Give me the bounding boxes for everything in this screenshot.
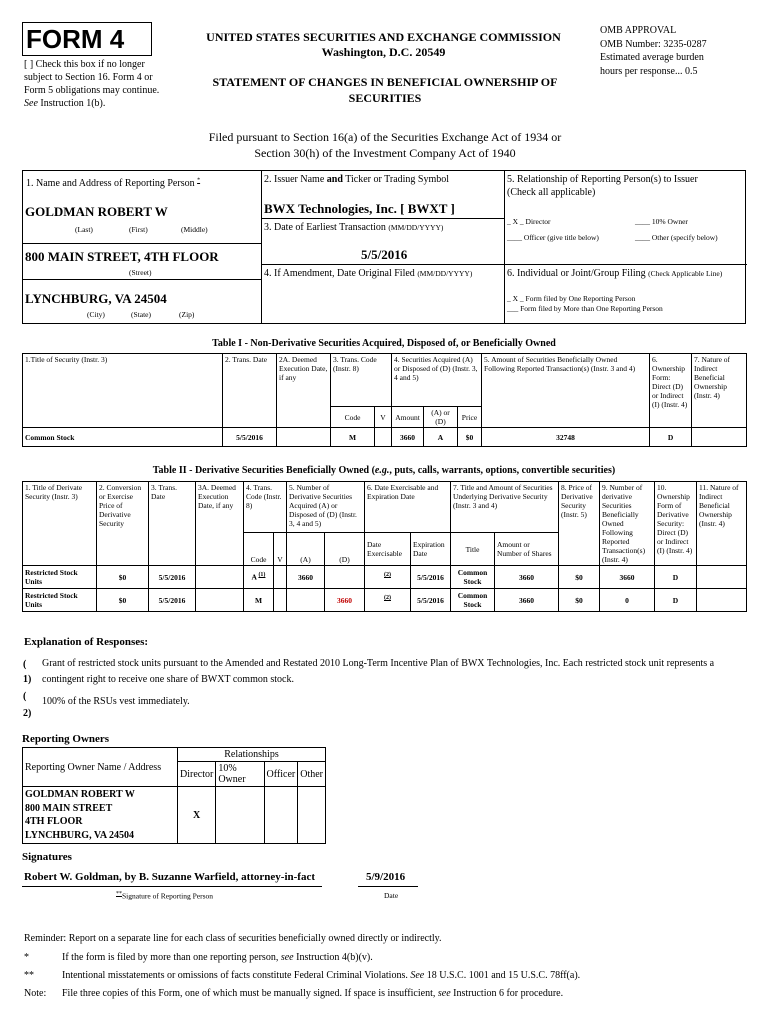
one-person-check: _ X _ Form filed by One Reporting Person xyxy=(507,294,636,303)
box1-label: 1. Name and Address of Reporting Person * xyxy=(26,177,201,189)
reporting-city-state: LYNCHBURG, VA 24504 xyxy=(25,291,167,306)
footnote-2-mark: ( 2) xyxy=(23,691,32,719)
filed-pursuant: Filed pursuant to Section 16(a) of the Securities Exchange Act of 1934 or Section 30(h) of the Investment Company Act of 1940 xyxy=(208,130,562,160)
owners-table: Reporting Owner Name / Address Relationships Director 10% Owner Officer Other GOLDMAN ROBERT W 800 MAIN STREET 4TH FLOOR LYNCHBURG, VA 24504 X xyxy=(22,747,326,844)
box5-label: 5. Relationship of Reporting Person(s) to Issuer (Check all applicable) xyxy=(507,174,698,198)
reporting-street: 800 MAIN STREET, 4TH FLOOR xyxy=(25,249,219,264)
more-person-check: ___ Form filed by More than One Reporting Person xyxy=(507,304,663,313)
box3-label: 3. Date of Earliest Transaction (MM/DD/YYYY) xyxy=(264,222,444,233)
form-title-box xyxy=(22,22,152,56)
box2-label: 2. Issuer Name and Ticker or Trading Symbol xyxy=(264,174,450,185)
omb-number: OMB Number: 3235-0287 xyxy=(600,38,707,50)
reminder-note-3: File three copies of this Form, one of which must be manually signed. If space is insufficient, see Instruction 6 for procedure. xyxy=(62,988,564,999)
footnote-2-text: 100% of the RSUs vest immediately. xyxy=(42,696,190,707)
issuer-name: BWX Technologies, Inc. [ BWXT ] xyxy=(264,201,455,216)
director-check: _ X _ Director xyxy=(507,217,551,226)
signatures-heading: Signatures xyxy=(22,851,72,863)
table1-title: Table I - Non-Derivative Securities Acquired, Disposed of, or Beneficially Owned xyxy=(212,338,556,349)
date-label: Date xyxy=(384,891,399,900)
owners-heading: Reporting Owners xyxy=(22,733,110,745)
omb-box xyxy=(600,24,760,78)
table-row: GOLDMAN ROBERT W 800 MAIN STREET 4TH FLOOR LYNCHBURG, VA 24504 X xyxy=(23,787,326,844)
footnote-1-mark: ( 1) xyxy=(23,659,32,685)
signature-label: **Signature of Reporting Person xyxy=(116,891,214,901)
table2: 1. Title of Derivate Security (Instr. 3) 2. Conversion or Exercise Price of Derivative Security 3. Trans. Date 3A. Deemed Execution Date, if any 4. Trans. Code (Instr. 8) 5. Number of Derivative Securities Acquired (A) or Disposed of (D) (Instr. 3, 4 and 5) 6. Date Exercisable and Expiration Date 7. Title and Amount of Securities Underlying Derivative Security (Instr. 3 and 4) 8. Price of Derivative Security (Instr. 5) 9. Number of derivative Securities Beneficially Owned Following Reported Transaction(s) (Instr. 4) 10. Ownership Form of Derivative Security: Direct (D) or Indirect (I) (Instr. 4) 11. Nature of Indirect Beneficial Ownership (Instr. 4) Code V (A) (D) Date Exercisable Expiration Date Title Amount or Number of Shares Restricted Stock Units $0 5/5/2016 A $^{(1)}$ 3660 $^{(2)}$ 5/5/2016 Common Stock 3660 $0 3660 D Restricted Stock Units $0 5/5/2016 M 3660 $^{(2)}$ 5/5/2016 Common Stock 3660 $0 0 D xyxy=(22,481,747,612)
table-row: Common Stock 5/5/2016 M 3660 A $0 32748 D xyxy=(23,428,747,447)
check-box-note: [ ] Check this box if no longer subject to Section 16. Form 4 or Form 5 obligations may continue. See Instruction 1(b). xyxy=(24,59,160,109)
officer-check: ____ Officer (give title below) xyxy=(507,233,599,242)
table1: 1.Title of Security (Instr. 3) 2. Trans. Date 2A. Deemed Execution Date, if any 3. Trans. Code (Instr. 8) 4. Securities Acquired (A) or Disposed of (D) (Instr. 3, 4 and 5) 5. Amount of Securities Beneficially Owned Following Reported Transaction(s) (Instr. 3 and 4) 6. Ownership Form: Direct (D) or Indirect (I) (Instr. 4) 7. Nature of Indirect Beneficial Ownership (Instr. 4) Code V Amount (A) or (D) Price Common Stock 5/5/2016 M 3660 A $0 32748 D xyxy=(22,353,747,447)
footnote-link-2[interactable]: (2) xyxy=(384,572,391,579)
commission-city: Washington, D.C. 20549 xyxy=(321,45,446,59)
ten-pct-check: ____ 10% Owner xyxy=(635,217,688,226)
explanation-heading: Explanation of Responses: xyxy=(24,636,149,648)
box4-label: 4. If Amendment, Date Original Filed (MM/DD/YYYY) xyxy=(264,268,473,279)
footnote-link-1[interactable]: (1) xyxy=(258,572,266,579)
footnote-link-2[interactable]: (2) xyxy=(384,595,391,602)
signature-note-link[interactable]: ** xyxy=(116,891,122,897)
reminder-line: Reminder: Report on a separate line for each class of securities beneficially owned directly or indirectly. xyxy=(24,933,442,944)
reminder-note-2: Intentional misstatements or omissions of facts constitute Federal Criminal Violations. See 18 U.S.C. 1001 and 15 U.S.C. 78ff(a). xyxy=(62,970,581,981)
reminder-note-1: If the form is filed by more than one reporting person, see Instruction 4(b)(v). xyxy=(62,952,373,963)
earliest-transaction-date: 5/5/2016 xyxy=(361,247,408,262)
table2-title: Table II - Derivative Securities Beneficially Owned (e.g., puts, calls, warrants, options, convertible securities) xyxy=(152,465,616,476)
signer-name: Robert W. Goldman, by B. Suzanne Warfield, attorney-in-fact xyxy=(24,871,316,883)
form-title: FORM 4 xyxy=(26,24,125,54)
omb-burden: Estimated average burden xyxy=(600,52,704,63)
reporting-person-name: GOLDMAN ROBERT W xyxy=(25,204,168,219)
table-row: Restricted Stock Units $0 5/5/2016 M 3660 $^{(2)}$ 5/5/2016 Common Stock 3660 $0 0 D xyxy=(23,589,747,612)
statement-title: STATEMENT OF CHANGES IN BENEFICIAL OWNERSHIP OF SECURITIES xyxy=(212,75,558,106)
signature-date: 5/9/2016 xyxy=(366,871,406,883)
footnote-1-text: Grant of restricted stock units pursuant to the Amended and Restated 2010 Long-Term Incentive Plan of BWX Technologies, Inc. Each restricted stock unit represents a contingent right to receive one share of BWXT common stock. xyxy=(42,658,715,685)
reporting-grid: 1. Name and Address of Reporting Person * GOLDMAN ROBERT W (Last) (First) (Middle) 800 MAIN STREET, 4TH FLOOR (Street) LYNCHBURG, VA 24504 (City) (State) (Zip) 2. Issuer Name and Ticker or Trading Symbol BWX Technologies, Inc. [ BWXT ] 3. Date of Earliest Transaction (MM/DD/YYYY) 5/5/2016 4. If Amendment, Date Original Filed (MM/DD/YYYY) 5. Relationship of Reporting Person(s) to Issuer (Check all applicable) _ X _ Director ____ 10% Owner ____ Officer (give title below) ____ Other (specify below) 6. Individual or Joint/Group Filing (Check Applicable Line) _ X _ Form filed by One Reporting Person ___ Form filed by More than One Reporting Person xyxy=(22,170,746,324)
commission-name: UNITED STATES SECURITIES AND EXCHANGE COMMISSION xyxy=(206,30,561,44)
other-check: ____ Other (specify below) xyxy=(635,233,718,242)
table-row: Restricted Stock Units $0 5/5/2016 A $^{(1)}$ 3660 $^{(2)}$ 5/5/2016 Common Stock 3660 $0 3660 D xyxy=(23,566,747,589)
omb-hours: hours per response... 0.5 xyxy=(600,65,698,77)
omb-approval: OMB APPROVAL xyxy=(600,25,677,36)
box6-label: 6. Individual or Joint/Group Filing (Check Applicable Line) xyxy=(507,268,723,279)
